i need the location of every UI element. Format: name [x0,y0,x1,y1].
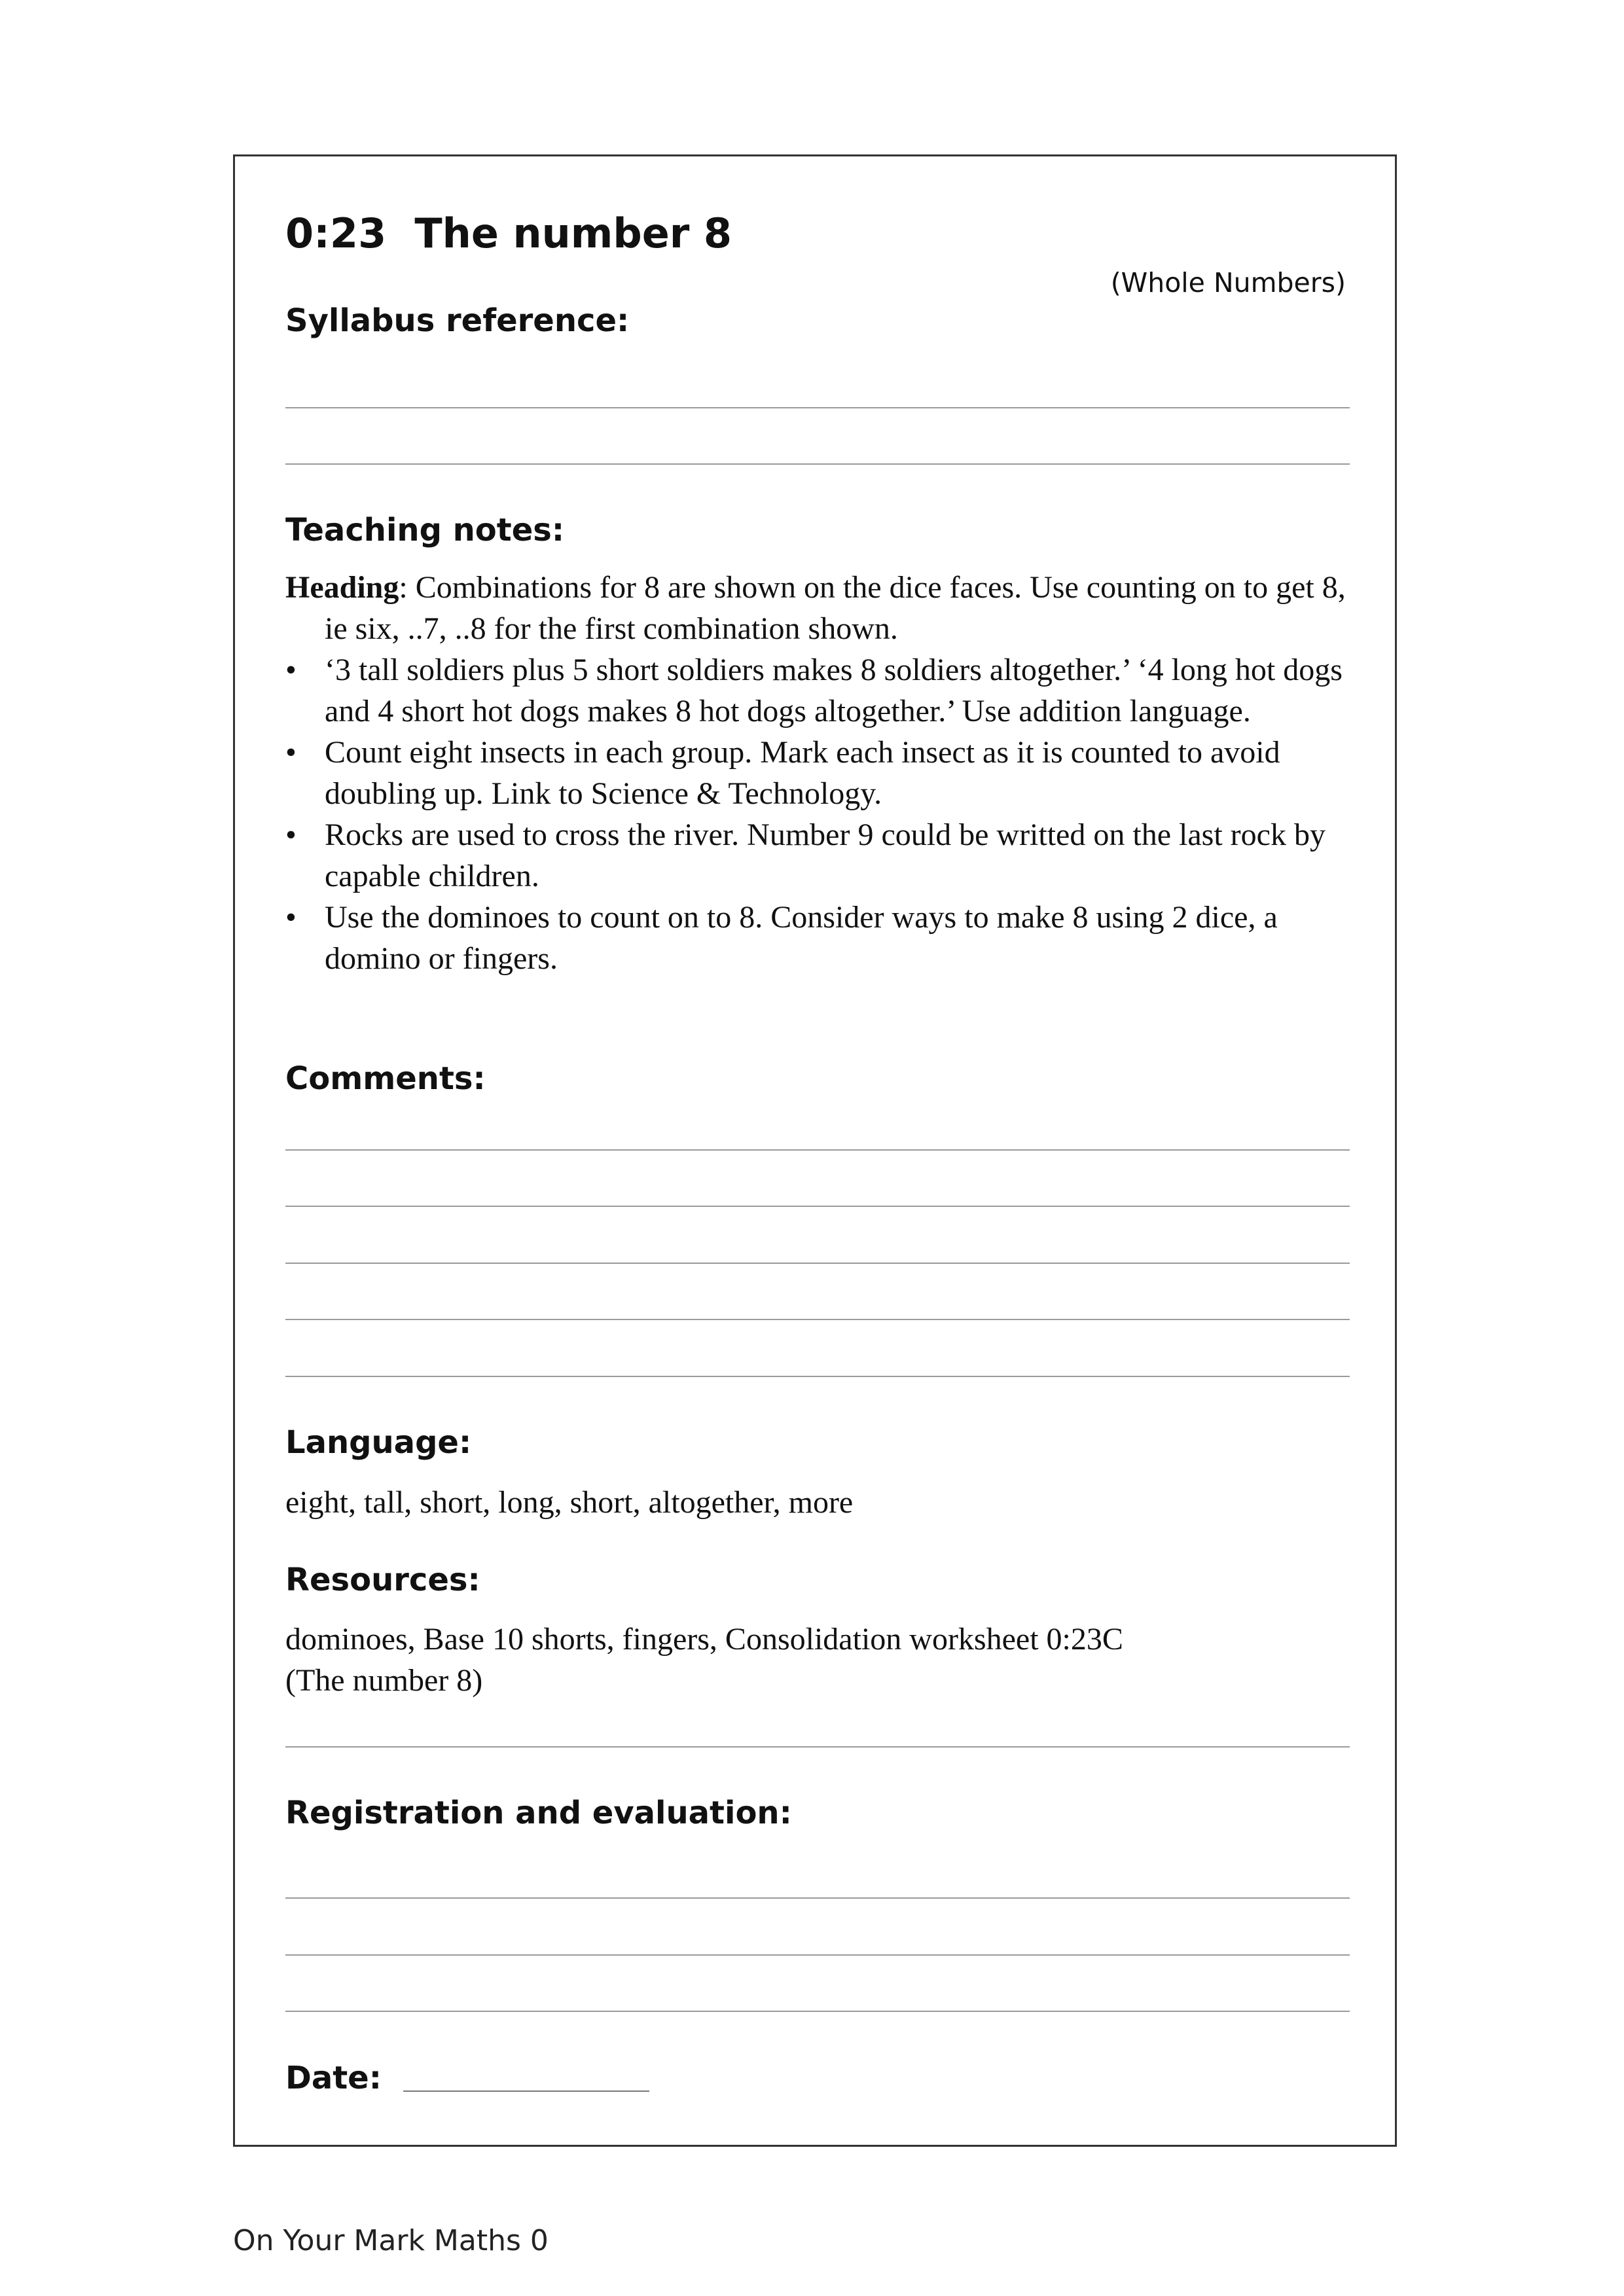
bullet-icon: • [285,653,297,687]
category-label: (Whole Numbers) [1110,267,1346,298]
comments-line-4[interactable] [285,1319,1350,1320]
syllabus-line-2[interactable] [285,463,1350,465]
resources-text-line-1: dominoes, Base 10 shorts, fingers, Consolidation worksheet 0:23C [285,1622,1123,1657]
list-item [285,814,1359,897]
page-footer: On Your Mark Maths 0 [233,2224,549,2257]
list-item [285,897,1359,979]
bullet-text: Use the dominoes to count on to 8. Consider ways to make 8 using 2 dice, a domino or fingers. [325,900,1278,976]
syllabus-line-1[interactable] [285,407,1350,408]
bullet-icon: • [285,900,297,935]
bullet-text: ‘3 tall soldiers plus 5 short soldiers makes 8 soldiers altogether.’ ‘4 long hot dogs and 4 short hot dogs makes 8 hot dogs altogether.’ Use addition language. [325,653,1343,728]
registration-line-1[interactable] [285,1897,1350,1899]
resources-heading: Resources: [285,1562,480,1598]
registration-heading: Registration and evaluation: [285,1795,792,1831]
resources-text-line-2: (The number 8) [285,1663,483,1698]
language-text: eight, tall, short, long, short, altogether, more [285,1485,854,1520]
date-field-line[interactable] [403,2090,649,2092]
syllabus-heading: Syllabus reference: [285,302,630,339]
language-heading: Language: [285,1424,472,1461]
bullet-icon: • [285,735,297,770]
intro-label: Heading [285,570,399,605]
page-title: 0:23 The number 8 [285,209,732,257]
comments-line-1[interactable] [285,1149,1350,1151]
worksheet-frame [233,154,1397,2147]
comments-heading: Comments: [285,1060,486,1097]
list-item [285,649,1359,732]
bullet-text: Rocks are used to cross the river. Number 9 could be writted on the last rock by capable children. [325,817,1326,893]
teaching-notes [285,567,1359,979]
list-item [285,732,1359,814]
comments-line-5[interactable] [285,1376,1350,1377]
intro-text: : Combinations for 8 are shown on the dice faces. Use counting on to get 8, ie six, ..7, ..8 for the first combination shown. [325,570,1346,646]
bullet-text: Count eight insects in each group. Mark each insect as it is counted to avoid doubling up. Link to Science & Technology. [325,735,1280,811]
bullet-icon: • [285,817,297,852]
date-label: Date: [285,2060,382,2096]
resources-line[interactable] [285,1746,1350,1748]
registration-line-2[interactable] [285,1954,1350,1956]
comments-line-3[interactable] [285,1263,1350,1264]
comments-line-2[interactable] [285,1206,1350,1207]
teaching-notes-heading: Teaching notes: [285,512,565,548]
teaching-bullet-list [285,649,1359,979]
registration-line-3[interactable] [285,2011,1350,2012]
teaching-intro [285,567,1359,649]
